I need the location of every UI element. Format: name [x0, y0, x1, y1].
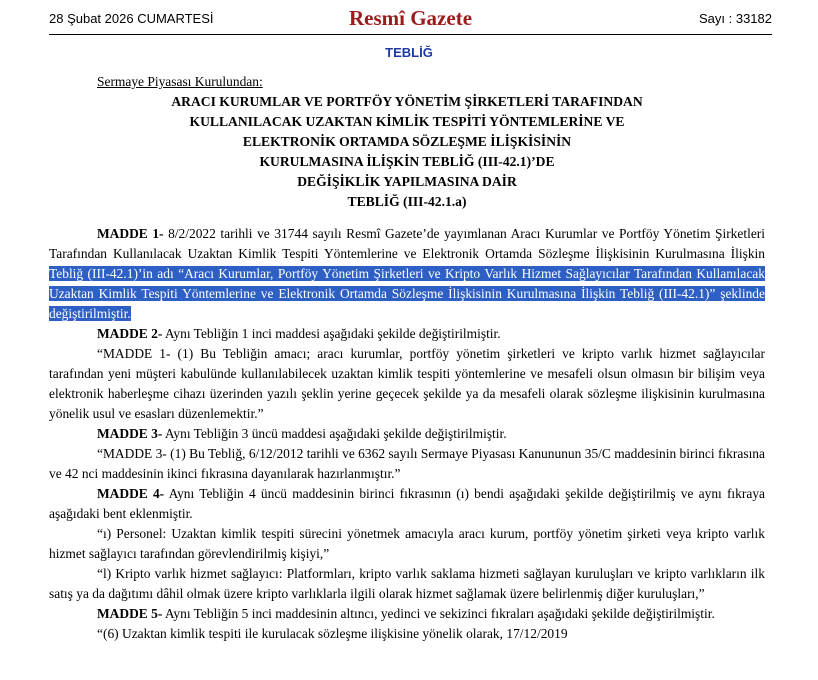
article-text: Aynı Tebliğin 1 inci maddesi aşağıdaki şekilde değiştirilmiştir.	[162, 326, 501, 341]
article-2-quote: “MADDE 1- (1) Bu Tebliğin amacı; aracı kurumlar, portföy yönetim şirketleri ve kripto varlık hizmet sağlayıcılar tarafından yeni müşteri kabulünde kullanılabilecek uzaktan kimlik tespiti yöntemlerine ve mesafeli olsun olmasın bir bilişim veya elektronik haberleşme cihazı üzerinden yazılı şeklin yerine geçecek şekilde ya da mesafeli olarak sözleşme ilişkisinin kurulmasına yönelik usul ve esasları düzenlemektir.”	[49, 346, 765, 421]
title-line: DEĞİŞİKLİK YAPILMASINA DAİR	[297, 174, 517, 189]
gazette-title[interactable]: Resmî Gazete	[348, 6, 473, 30]
article-3-quote: “MADDE 3- (1) Bu Tebliğ, 6/12/2012 tarihli ve 6362 sayılı Sermaye Piyasası Kanununun 35/C maddesinin birinci fıkrasına ve 42 nci maddesinin ikinci fıkrasına dayanılarak hazırlanmıştır.”	[49, 446, 765, 481]
article-4-quote-2: “l) Kripto varlık hizmet sağlayıcı: Platformları, kripto varlık saklama hizmeti sağlayan kuruluşları ve kripto varlıkların ilk satış ya da dağıtımı dâhil olmak üzere kripto varlıklarla ilgili olarak hizmet sağlamak üzere belirlenmiş diğer kuruluşları,”	[49, 566, 765, 601]
article-text: Aynı Tebliğin 3 üncü maddesi aşağıdaki şekilde değiştirilmiştir.	[162, 426, 507, 441]
title-line: ARACI KURUMLAR VE PORTFÖY YÖNETİM ŞİRKETLERİ TARAFINDAN	[171, 94, 643, 109]
article-text: Aynı Tebliğin 5 inci maddesinin altıncı, yedinci ve sekizinci fıkraları aşağıdaki şekilde değiştirilmiştir.	[162, 606, 715, 621]
article-text: 8/2/2022 tarihli ve 31744 sayılı Resmî Gazete’de yayımlanan Aracı Kurumlar ve Portföy Yönetim Şirketleri Tarafından Kullanılacak Uzaktan Kimlik Tespiti Yöntemlerine ve Elektronik Ortamda Sözleşme İlişkisinin Kurulmasına İlişkin	[49, 226, 765, 261]
article-1	[49, 224, 765, 324]
document-title	[49, 92, 765, 212]
article-2	[49, 324, 765, 344]
header-issue-number: Sayı : 33182	[699, 11, 772, 26]
document-body	[49, 72, 765, 644]
title-line: KURULMASINA İLİŞKİN TEBLİĞ (III-42.1)’DE	[259, 154, 555, 169]
title-line: TEBLİĞ (III-42.1.a)	[347, 194, 467, 209]
section-heading: TEBLİĞ	[385, 45, 433, 60]
title-line: ELEKTRONİK ORTAMDA SÖZLEŞME İLİŞKİSİNİN	[242, 134, 572, 149]
article-label: MADDE 2-	[97, 326, 163, 341]
article-4	[49, 484, 765, 524]
article-label: MADDE 3-	[97, 426, 163, 441]
article-3	[49, 424, 765, 444]
page-header	[49, 0, 772, 35]
header-date: 28 Şubat 2026 CUMARTESİ	[49, 11, 214, 26]
article-5-quote: “(6) Uzaktan kimlik tespiti ile kurulacak sözleşme ilişkisine yönelik olarak, 17/12/2019	[97, 626, 568, 641]
article-label: MADDE 5-	[97, 606, 163, 621]
title-line: KULLANILACAK UZAKTAN KİMLİK TESPİTİ YÖNTEMLERİNE VE	[189, 114, 625, 129]
article-label: MADDE 1-	[97, 226, 164, 241]
issuer-line: Sermaye Piyasası Kurulundan:	[97, 74, 263, 89]
article-text: Aynı Tebliğin 4 üncü maddesinin birinci fıkrasının (ı) bendi aşağıdaki şekilde değiştirilmiş ve aynı fıkraya aşağıdaki bent eklenmiştir.	[49, 486, 766, 521]
article-label: MADDE 4-	[97, 486, 165, 501]
article-5	[49, 604, 765, 624]
article-4-quote-1: “ı) Personel: Uzaktan kimlik tespiti sürecini yönetmek amacıyla aracı kurum, portföy yönetim şirketi veya kripto varlık hizmet sağlayıcı tarafından görevlendirilmiş kişiyi,”	[49, 526, 765, 561]
selected-text[interactable]: Tebliğ (III-42.1)’in adı “Aracı Kurumlar, Portföy Yönetim Şirketleri ve Kripto Varlık Hizmet Sağlayıcılar Tarafından Kullanılacak Uzaktan Kimlik Tespiti Yöntemlerine ve Elektronik Ortamda Sözleşme İlişkisinin Kurulmasına İlişkin Tebliğ (III-42.1)” şeklinde değiştirilmiştir.	[49, 266, 765, 321]
